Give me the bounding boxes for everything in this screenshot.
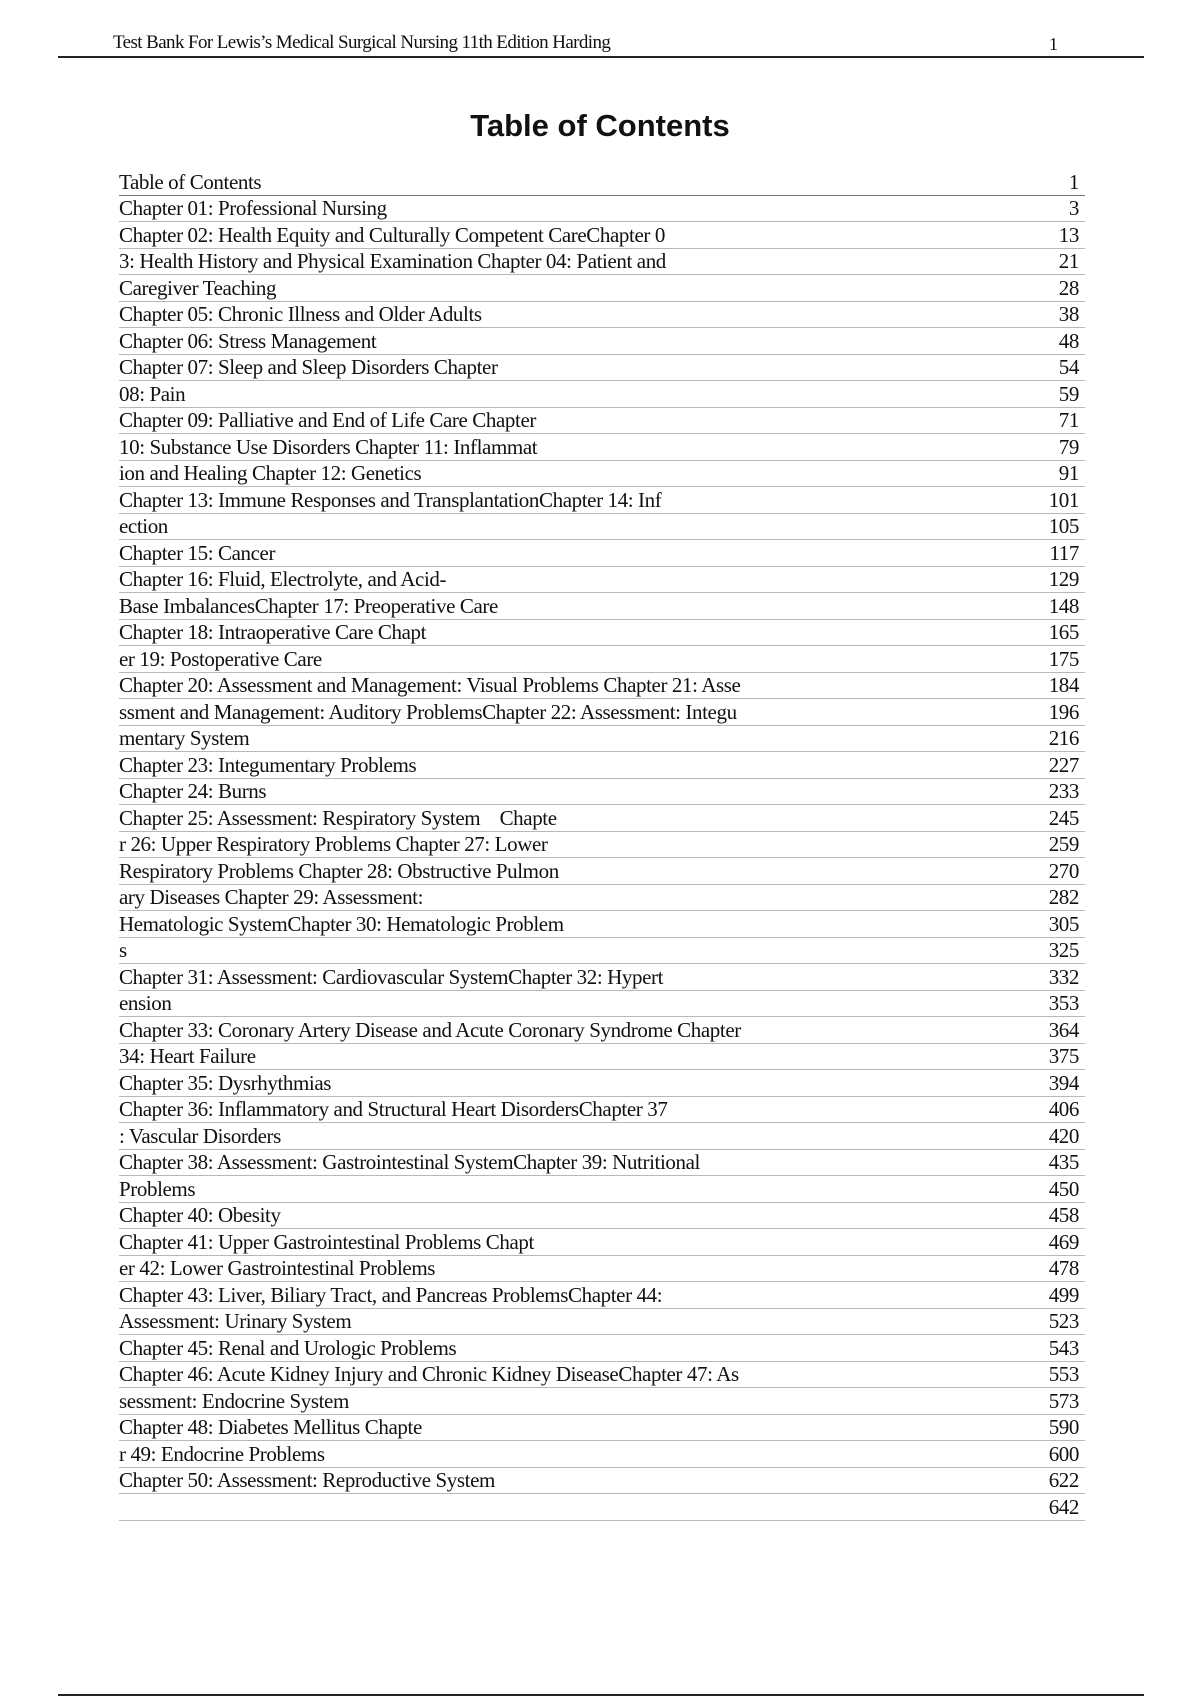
toc-entry-label: r 49: Endocrine Problems (119, 1441, 325, 1466)
toc-entry-label: ion and Healing Chapter 12: Genetics (119, 461, 422, 485)
toc-entry-page-number: 469 (1048, 1229, 1079, 1254)
toc-entry-label: Problems (119, 1176, 196, 1201)
toc-entry[interactable] (119, 858, 1085, 885)
toc-entry-page-number: 622 (1048, 1468, 1079, 1492)
toc-entry-page-number: 54 (1058, 355, 1079, 379)
toc-entry-label: ension (119, 991, 172, 1015)
toc-entry[interactable] (119, 381, 1085, 408)
toc-entry-page-number: 13 (1058, 222, 1079, 247)
toc-entry[interactable] (119, 832, 1085, 859)
toc-entry-page-number: 101 (1048, 487, 1079, 512)
toc-entry[interactable] (119, 249, 1085, 276)
toc-entry[interactable] (119, 1468, 1085, 1495)
toc-entry-label: er 19: Postoperative Care (119, 646, 322, 671)
toc-entry-page-number: 105 (1048, 514, 1079, 538)
toc-entry-page-number: 435 (1048, 1150, 1079, 1174)
toc-entry[interactable] (119, 1335, 1085, 1362)
toc-entry-label: er 42: Lower Gastrointestinal Problems (119, 1256, 436, 1280)
toc-entry[interactable] (119, 779, 1085, 806)
toc-entry[interactable] (119, 1309, 1085, 1336)
toc-entry[interactable] (119, 355, 1085, 382)
toc-entry[interactable] (119, 1070, 1085, 1097)
toc-entry-page-number: 48 (1058, 328, 1079, 353)
toc-entry[interactable] (119, 752, 1085, 779)
toc-entry-page-number: 406 (1048, 1097, 1079, 1121)
toc-entry[interactable] (119, 699, 1085, 726)
toc-entry[interactable] (119, 275, 1085, 302)
toc-entry[interactable] (119, 1044, 1085, 1071)
toc-entry-page-number: 165 (1048, 620, 1079, 644)
toc-entry-label: Chapter 31: Assessment: Cardiovascular SystemChapter 32: Hypert (119, 964, 664, 989)
toc-entry-label: Chapter 40: Obesity (119, 1203, 281, 1227)
toc-entry-label: mentary System (119, 726, 250, 750)
toc-entry-label: Chapter 20: Assessment and Management: Visual Problems Chapter 21: Asse (119, 673, 741, 697)
document-title: Table of Contents (470, 108, 730, 143)
toc-entry-label: Chapter 35: Dysrhythmias (119, 1070, 332, 1095)
toc-entry[interactable] (119, 964, 1085, 991)
toc-entry-page-number: 216 (1048, 726, 1079, 750)
toc-entry-page-number: 325 (1048, 938, 1079, 962)
toc-entry-page-number: 499 (1048, 1282, 1079, 1307)
toc-entry-label: Chapter 02: Health Equity and Culturally Competent CareChapter 0 (119, 222, 665, 247)
toc-entry-label: Chapter 45: Renal and Urologic Problems (119, 1335, 457, 1360)
toc-entry-label: Chapter 09: Palliative and End of Life Care Chapter (119, 408, 536, 432)
toc-entry-label: : Vascular Disorders (119, 1123, 281, 1148)
toc-entry-page-number: 553 (1048, 1362, 1079, 1386)
toc-entry-label: s (119, 938, 127, 962)
toc-entry[interactable] (119, 1256, 1085, 1283)
toc-entry[interactable] (119, 567, 1085, 594)
toc-entry[interactable] (119, 726, 1085, 753)
toc-entry[interactable] (119, 1203, 1085, 1230)
toc-entry-label: 10: Substance Use Disorders Chapter 11: Inflammat (119, 434, 538, 459)
toc-entry-page-number: 3 (1068, 196, 1079, 220)
toc-entry-page-number: 259 (1048, 832, 1079, 856)
toc-entry[interactable] (119, 938, 1085, 965)
toc-entry[interactable] (119, 620, 1085, 647)
page-header (58, 26, 1144, 58)
toc-entry-label: ssment and Management: Auditory ProblemsChapter 22: Assessment: Integu (119, 699, 737, 724)
toc-entry-label: Chapter 24: Burns (119, 779, 267, 803)
toc-entry-label: sessment: Endocrine System (119, 1388, 349, 1413)
toc-entry-page-number: 28 (1058, 275, 1079, 300)
toc-entry-label: ection (119, 514, 168, 538)
toc-entry-label: Chapter 36: Inflammatory and Structural Heart DisordersChapter 37 (119, 1097, 668, 1121)
toc-entry-label: Chapter 43: Liver, Biliary Tract, and Pancreas ProblemsChapter 44: (119, 1282, 663, 1307)
toc-entry-label: Chapter 50: Assessment: Reproductive System (119, 1468, 495, 1492)
toc-entry[interactable] (119, 1150, 1085, 1177)
toc-entry-page-number: 117 (1049, 540, 1079, 565)
toc-entry-page-number: 543 (1048, 1335, 1079, 1360)
toc-entry[interactable] (119, 461, 1085, 488)
toc-entry-label: Chapter 06: Stress Management (119, 328, 377, 353)
toc-entry-label: Table of Contents (119, 169, 262, 194)
toc-entry[interactable] (119, 196, 1085, 223)
toc-entry-page-number: 38 (1058, 302, 1079, 326)
toc-entry[interactable] (119, 222, 1085, 249)
toc-entry[interactable] (119, 1017, 1085, 1044)
toc-entry-label: Chapter 16: Fluid, Electrolyte, and Acid- (119, 567, 447, 591)
toc-entry[interactable] (119, 1229, 1085, 1256)
toc-entry[interactable] (119, 885, 1085, 912)
toc-entry[interactable] (119, 911, 1085, 938)
toc-entry-page-number: 420 (1048, 1123, 1079, 1148)
toc-entry[interactable] (119, 805, 1085, 832)
toc-entry-label: Respiratory Problems Chapter 28: Obstructive Pulmon (119, 858, 559, 883)
toc-entry-page-number: 394 (1048, 1070, 1079, 1095)
toc-entry-label: Chapter 07: Sleep and Sleep Disorders Chapter (119, 355, 498, 379)
toc-entry-label: 3: Health History and Physical Examination Chapter 04: Patient and (119, 249, 666, 273)
toc-entry[interactable] (119, 1123, 1085, 1150)
toc-entry[interactable] (119, 673, 1085, 700)
toc-entry[interactable] (119, 434, 1085, 461)
toc-entry-label: Chapter 46: Acute Kidney Injury and Chronic Kidney DiseaseChapter 47: As (119, 1362, 739, 1386)
toc-entry[interactable] (119, 1415, 1085, 1442)
toc-entry-label: Chapter 48: Diabetes Mellitus Chapte (119, 1415, 422, 1439)
toc-entry-page-number: 478 (1048, 1256, 1079, 1280)
toc-entry-page-number: 353 (1048, 991, 1079, 1015)
toc-entry[interactable] (119, 169, 1085, 196)
toc-entry[interactable] (119, 593, 1085, 620)
toc-entry-page-number: 590 (1048, 1415, 1079, 1439)
toc-entry-label: Chapter 05: Chronic Illness and Older Adults (119, 302, 482, 326)
toc-entry-label: Chapter 18: Intraoperative Care Chapt (119, 620, 427, 644)
toc-entry-label: Base ImbalancesChapter 17: Preoperative Care (119, 593, 498, 618)
toc-entry-label: Chapter 13: Immune Responses and TransplantationChapter 14: Inf (119, 487, 662, 512)
toc-entry-page-number: 196 (1048, 699, 1079, 724)
toc-entry-label: 34: Heart Failure (119, 1044, 256, 1068)
toc-entry[interactable] (119, 408, 1085, 435)
toc-entry-page-number: 270 (1048, 858, 1079, 883)
toc-entry-page-number: 1 (1068, 169, 1079, 194)
toc-entry-page-number: 458 (1048, 1203, 1079, 1227)
toc-entry-page-number: 148 (1048, 593, 1079, 618)
toc-entry-page-number: 175 (1048, 646, 1079, 671)
toc-entry-page-number: 573 (1048, 1388, 1079, 1413)
toc-entry[interactable] (119, 1282, 1085, 1309)
toc-entry-page-number: 233 (1048, 779, 1079, 803)
toc-entry-page-number: 600 (1048, 1441, 1079, 1466)
toc-entry-page-number: 91 (1058, 461, 1079, 485)
toc-entry-page-number: 245 (1048, 805, 1079, 830)
toc-entry-label: Chapter 41: Upper Gastrointestinal Problems Chapt (119, 1229, 534, 1254)
toc-entry-label: Chapter 01: Professional Nursing (119, 196, 387, 220)
toc-entry-page-number: 642 (1048, 1494, 1079, 1519)
toc-entry-label: Caregiver Teaching (119, 275, 277, 300)
toc-entry[interactable] (119, 328, 1085, 355)
toc-entry-label: Chapter 38: Assessment: Gastrointestinal SystemChapter 39: Nutritional (119, 1150, 700, 1174)
toc-entry-label: Hematologic SystemChapter 30: Hematologic Problem (119, 911, 564, 936)
toc-entry[interactable] (119, 991, 1085, 1018)
toc-entry-label: r 26: Upper Respiratory Problems Chapter 27: Lower (119, 832, 548, 856)
table-of-contents (119, 169, 1085, 1521)
toc-entry-page-number: 523 (1048, 1309, 1079, 1333)
toc-entry-page-number: 184 (1048, 673, 1079, 697)
toc-entry[interactable] (119, 302, 1085, 329)
toc-entry[interactable] (119, 646, 1085, 673)
toc-entry[interactable] (119, 1494, 1085, 1521)
toc-entry[interactable] (119, 1388, 1085, 1415)
toc-entry-page-number: 364 (1048, 1017, 1079, 1042)
toc-entry-label: ary Diseases Chapter 29: Assessment: (119, 885, 424, 909)
toc-entry-page-number: 305 (1048, 911, 1079, 936)
toc-entry-label: Assessment: Urinary System (119, 1309, 352, 1333)
header-title: Test Bank For Lewis’s Medical Surgical Nursing 11th Edition Harding (113, 32, 611, 53)
toc-entry-label: Chapter 33: Coronary Artery Disease and Acute Coronary Syndrome Chapter (119, 1017, 741, 1042)
toc-entry-label: Chapter 23: Integumentary Problems (119, 752, 417, 777)
footer-rule (58, 1694, 1144, 1696)
toc-entry-page-number: 129 (1048, 567, 1079, 591)
toc-entry-page-number: 332 (1048, 964, 1079, 989)
toc-entry-page-number: 375 (1048, 1044, 1079, 1068)
toc-entry-page-number: 227 (1048, 752, 1079, 777)
toc-entry[interactable] (119, 1097, 1085, 1124)
toc-entry-label: Chapter 15: Cancer (119, 540, 276, 565)
toc-entry-page-number: 21 (1058, 249, 1079, 273)
toc-entry-label: 08: Pain (119, 381, 186, 406)
toc-entry[interactable] (119, 1362, 1085, 1389)
toc-entry-label: Chapter 25: Assessment: Respiratory System Chapte (119, 805, 557, 830)
toc-entry-page-number: 79 (1058, 434, 1079, 459)
toc-entry-page-number: 71 (1058, 408, 1079, 432)
toc-entry[interactable] (119, 1176, 1085, 1203)
toc-entry[interactable] (119, 487, 1085, 514)
toc-entry[interactable] (119, 514, 1085, 541)
toc-entry-page-number: 59 (1058, 381, 1079, 406)
toc-entry[interactable] (119, 540, 1085, 567)
toc-entry-page-number: 450 (1048, 1176, 1079, 1201)
toc-entry-page-number: 282 (1048, 885, 1079, 909)
toc-entry[interactable] (119, 1441, 1085, 1468)
header-page-number: 1 (1049, 34, 1058, 54)
